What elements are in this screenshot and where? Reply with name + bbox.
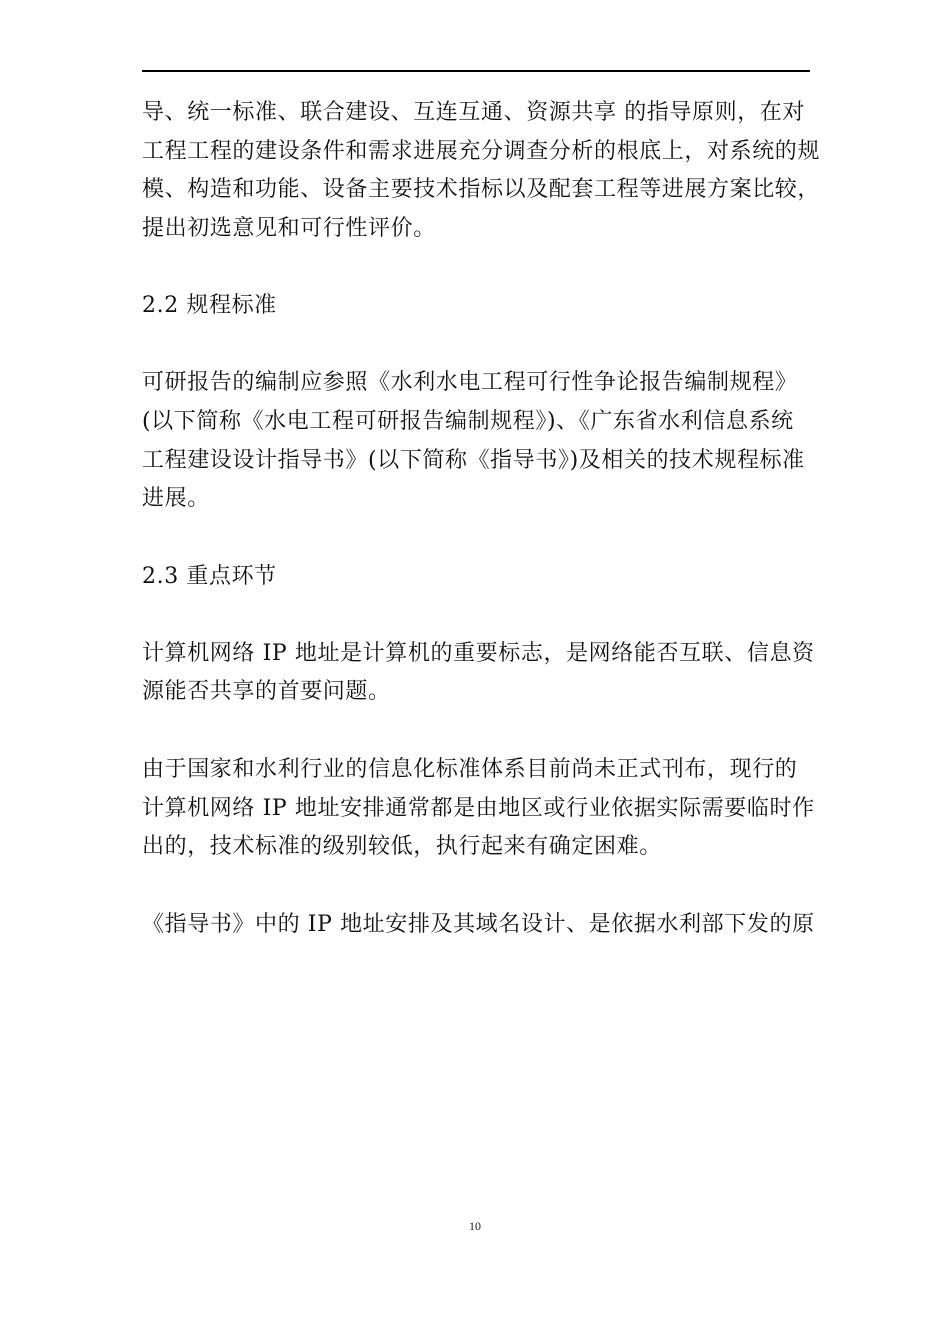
section-heading-2-2: 2.2 规程标准 bbox=[142, 293, 277, 319]
text-line: 工程建设设计指导书》(以下简称《指导书》)及相关的技术规程标准 bbox=[142, 447, 805, 473]
text-line: 计算机网络 IP 地址安排通常都是由地区或行业依据实际需要临时作 bbox=[142, 795, 815, 821]
page-number: 10 bbox=[469, 1219, 481, 1233]
text-line: 导、统一标准、联合建设、互连互通、资源共享 的指导原则，在对 bbox=[142, 100, 805, 125]
text-line: 计算机网络 IP 地址是计算机的重要标志，是网络能否互联、信息资 bbox=[142, 640, 815, 666]
text-line: 提出初选意见和可行性评价。 bbox=[142, 215, 436, 241]
paragraph-standards-status bbox=[142, 751, 814, 867]
paragraph-principles bbox=[142, 94, 821, 248]
text-line: 《指导书》中的 IP 地址安排及其域名设计、是依据水利部下发的原 bbox=[142, 911, 815, 937]
text-line: 工程工程的建设条件和需求进展充分调查分析的根底上，对系统的规 bbox=[142, 138, 821, 164]
section-heading-2-3: 2.3 重点环节 bbox=[142, 563, 277, 589]
text-line: (以下简称《水电工程可研报告编制规程》)、《广东省水利信息系统 bbox=[142, 408, 794, 434]
page-body bbox=[142, 94, 821, 944]
header-rule bbox=[142, 70, 810, 72]
paragraph-ip-address bbox=[142, 635, 814, 712]
text-line: 源能否共享的首要问题。 bbox=[142, 679, 391, 705]
paragraph-standards bbox=[142, 364, 814, 518]
text-line: 进展。 bbox=[142, 486, 210, 512]
paragraph-guidebook bbox=[142, 906, 814, 945]
text-line: 可研报告的编制应参照《水利水电工程可行性争论报告编制规程》 bbox=[142, 370, 798, 396]
text-line: 出的，技术标准的级别较低，执行起来有确定困难。 bbox=[142, 834, 662, 860]
text-line: 模、构造和功能、设备主要技术指标以及配套工程等进展方案比较， bbox=[142, 177, 821, 203]
text-line: 由于国家和水利行业的信息化标准体系目前尚未正式刊布，现行的 bbox=[142, 756, 798, 782]
